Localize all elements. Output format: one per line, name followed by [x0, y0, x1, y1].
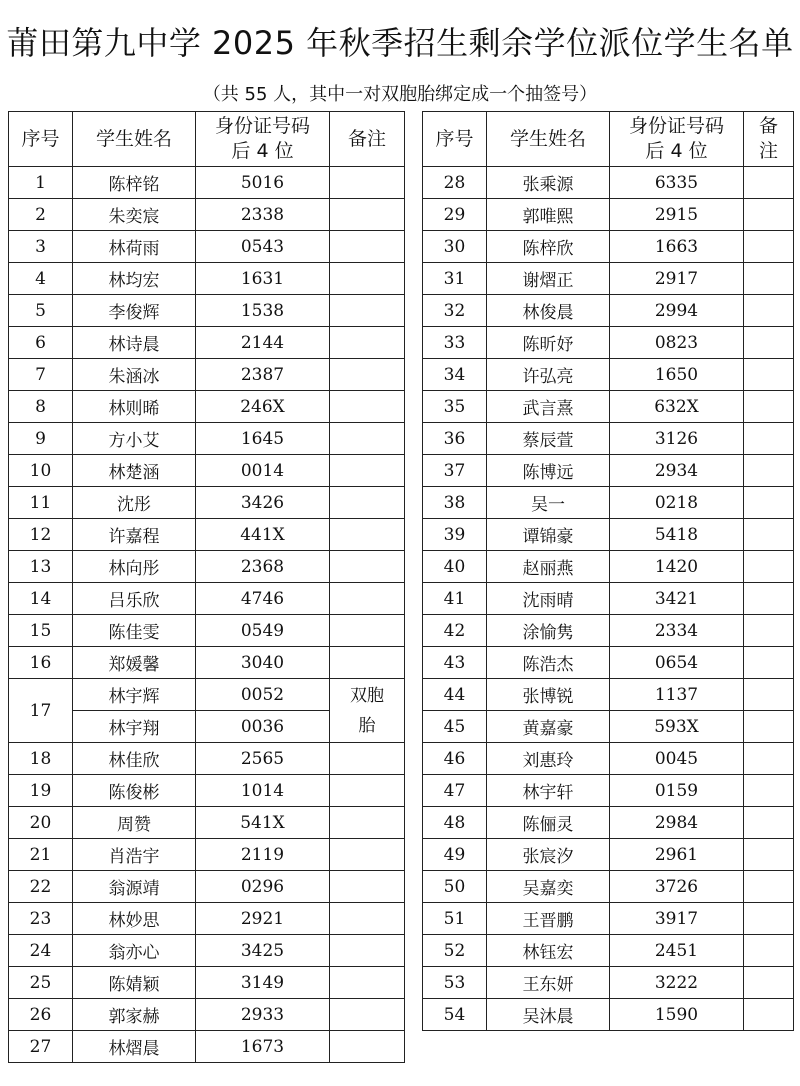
cell-seq: 52 — [423, 935, 487, 967]
cell-student-name: 吕乐欣 — [73, 583, 196, 615]
table-row — [423, 999, 794, 1031]
cell-note — [330, 167, 405, 199]
cell-id-last4: 2338 — [196, 199, 330, 231]
cell-id-last4: 1137 — [610, 679, 744, 711]
table-row — [9, 391, 405, 423]
cell-id-last4: 5418 — [610, 519, 744, 551]
cell-note — [744, 327, 794, 359]
document-title: 莆田第九中学 2025 年秋季招生剩余学位派位学生名单 — [6, 24, 794, 62]
table-row — [423, 679, 794, 711]
cell-student-name: 陈梓铭 — [73, 167, 196, 199]
table-row — [423, 967, 794, 999]
table-row — [9, 455, 405, 487]
table-row — [423, 455, 794, 487]
header-id-last4 — [610, 112, 744, 167]
cell-id-last4: 3149 — [196, 967, 330, 999]
cell-id-last4: 3040 — [196, 647, 330, 679]
cell-seq: 45 — [423, 711, 487, 743]
cell-id-last4: 0654 — [610, 647, 744, 679]
cell-id-last4: 2934 — [610, 455, 744, 487]
cell-note — [330, 615, 405, 647]
table-row — [423, 647, 794, 679]
table-row — [9, 519, 405, 551]
cell-student-name: 周赞 — [73, 807, 196, 839]
cell-seq: 34 — [423, 359, 487, 391]
cell-student-name: 刘惠玲 — [487, 743, 610, 775]
cell-seq: 11 — [9, 487, 73, 519]
cell-student-name: 林楚涵 — [73, 455, 196, 487]
cell-id-last4: 2921 — [196, 903, 330, 935]
cell-seq: 23 — [9, 903, 73, 935]
cell-seq: 41 — [423, 583, 487, 615]
cell-student-name: 许嘉程 — [73, 519, 196, 551]
cell-seq: 6 — [9, 327, 73, 359]
table-row — [423, 775, 794, 807]
cell-seq: 47 — [423, 775, 487, 807]
cell-id-last4: 0052 — [196, 679, 330, 711]
table-row-twins — [9, 679, 405, 711]
cell-id-last4: 1663 — [610, 231, 744, 263]
cell-student-name: 林俊晨 — [487, 295, 610, 327]
cell-student-name: 林宇轩 — [487, 775, 610, 807]
cell-seq: 10 — [9, 455, 73, 487]
table-row — [9, 263, 405, 295]
cell-id-last4: 3426 — [196, 487, 330, 519]
cell-note — [330, 551, 405, 583]
cell-id-last4: 2144 — [196, 327, 330, 359]
cell-seq: 12 — [9, 519, 73, 551]
cell-student-name: 王晋鹏 — [487, 903, 610, 935]
table-row — [423, 391, 794, 423]
table-row — [9, 903, 405, 935]
cell-seq: 26 — [9, 999, 73, 1031]
cell-note — [330, 519, 405, 551]
cell-student-name: 王东妍 — [487, 967, 610, 999]
document-subtitle: （共 55 人，其中一对双胞胎绑定成一个抽签号） — [202, 84, 598, 105]
cell-seq: 40 — [423, 551, 487, 583]
cell-id-last4: 1673 — [196, 1031, 330, 1063]
header-student-name: 学生姓名 — [73, 112, 196, 167]
cell-id-last4: 441X — [196, 519, 330, 551]
cell-id-last4: 0549 — [196, 615, 330, 647]
cell-student-name: 吴沐晨 — [487, 999, 610, 1031]
cell-student-name: 郑媛馨 — [73, 647, 196, 679]
cell-note — [744, 487, 794, 519]
cell-seq: 5 — [9, 295, 73, 327]
cell-student-name: 沈雨晴 — [487, 583, 610, 615]
cell-student-name: 林妙思 — [73, 903, 196, 935]
cell-seq: 28 — [423, 167, 487, 199]
cell-id-last4: 2451 — [610, 935, 744, 967]
cell-student-name: 吴一 — [487, 487, 610, 519]
cell-student-name: 陈博远 — [487, 455, 610, 487]
cell-seq: 9 — [9, 423, 73, 455]
cell-id-last4: 1420 — [610, 551, 744, 583]
cell-note — [330, 1031, 405, 1063]
cell-seq: 3 — [9, 231, 73, 263]
table-row — [9, 359, 405, 391]
cell-student-name: 李俊辉 — [73, 295, 196, 327]
header-note-line1: 备 — [758, 115, 778, 137]
table-row — [9, 615, 405, 647]
table-row — [423, 295, 794, 327]
cell-seq: 51 — [423, 903, 487, 935]
cell-id-last4: 2334 — [610, 615, 744, 647]
table-row — [9, 743, 405, 775]
table-row — [423, 807, 794, 839]
cell-student-name: 张宸汐 — [487, 839, 610, 871]
cell-seq: 15 — [9, 615, 73, 647]
cell-seq: 35 — [423, 391, 487, 423]
cell-student-name: 林宇翔 — [73, 711, 196, 743]
cell-note — [744, 903, 794, 935]
header-student-name: 学生姓名 — [487, 112, 610, 167]
cell-seq: 19 — [9, 775, 73, 807]
cell-seq: 24 — [9, 935, 73, 967]
cell-id-last4: 2994 — [610, 295, 744, 327]
cell-note — [330, 423, 405, 455]
header-note-line2: 注 — [758, 140, 778, 162]
cell-note — [330, 839, 405, 871]
cell-student-name: 郭唯熙 — [487, 199, 610, 231]
cell-student-name: 林诗晨 — [73, 327, 196, 359]
cell-note — [744, 999, 794, 1031]
cell-note — [330, 999, 405, 1031]
cell-note — [330, 487, 405, 519]
cell-student-name: 谭锦豪 — [487, 519, 610, 551]
table-row — [9, 1031, 405, 1063]
cell-seq: 42 — [423, 615, 487, 647]
table-row — [9, 231, 405, 263]
table-row — [9, 839, 405, 871]
cell-note — [330, 199, 405, 231]
cell-note — [744, 263, 794, 295]
table-row — [9, 647, 405, 679]
table-row — [423, 231, 794, 263]
cell-student-name: 林荷雨 — [73, 231, 196, 263]
table-row — [423, 711, 794, 743]
header-seq: 序号 — [423, 112, 487, 167]
cell-note — [330, 295, 405, 327]
cell-student-name: 陈佳雯 — [73, 615, 196, 647]
cell-student-name: 陈梓欣 — [487, 231, 610, 263]
table-row — [423, 199, 794, 231]
cell-id-last4: 4746 — [196, 583, 330, 615]
cell-student-name: 翁亦心 — [73, 935, 196, 967]
cell-student-name: 吴嘉奕 — [487, 871, 610, 903]
cell-seq: 17 — [9, 679, 73, 743]
cell-id-last4: 3222 — [610, 967, 744, 999]
header-note: 备注 — [330, 112, 405, 167]
cell-seq: 1 — [9, 167, 73, 199]
cell-seq: 36 — [423, 423, 487, 455]
cell-note — [744, 551, 794, 583]
cell-id-last4: 0218 — [610, 487, 744, 519]
cell-student-name: 蔡辰萱 — [487, 423, 610, 455]
cell-id-last4: 6335 — [610, 167, 744, 199]
table-row — [423, 583, 794, 615]
cell-student-name: 陈俪灵 — [487, 807, 610, 839]
table-row — [423, 263, 794, 295]
cell-id-last4: 0159 — [610, 775, 744, 807]
cell-note — [330, 455, 405, 487]
cell-id-last4: 2915 — [610, 199, 744, 231]
table-row — [9, 551, 405, 583]
cell-id-last4: 2933 — [196, 999, 330, 1031]
cell-seq: 39 — [423, 519, 487, 551]
cell-id-last4: 3917 — [610, 903, 744, 935]
cell-id-last4: 0036 — [196, 711, 330, 743]
cell-seq: 8 — [9, 391, 73, 423]
cell-note — [744, 775, 794, 807]
cell-student-name: 翁源靖 — [73, 871, 196, 903]
cell-note — [330, 775, 405, 807]
cell-note — [330, 903, 405, 935]
cell-note — [330, 359, 405, 391]
cell-seq: 27 — [9, 1031, 73, 1063]
cell-id-last4: 541X — [196, 807, 330, 839]
cell-note — [330, 743, 405, 775]
cell-note — [744, 615, 794, 647]
cell-seq: 30 — [423, 231, 487, 263]
table-row — [9, 935, 405, 967]
cell-note — [744, 583, 794, 615]
cell-seq: 53 — [423, 967, 487, 999]
cell-id-last4: 2984 — [610, 807, 744, 839]
cell-student-name: 许弘亮 — [487, 359, 610, 391]
cell-seq: 18 — [9, 743, 73, 775]
cell-student-name: 林则晞 — [73, 391, 196, 423]
table-row — [9, 167, 405, 199]
cell-id-last4: 5016 — [196, 167, 330, 199]
header-note — [744, 112, 794, 167]
cell-id-last4: 3421 — [610, 583, 744, 615]
cell-student-name: 陈昕妤 — [487, 327, 610, 359]
cell-seq: 46 — [423, 743, 487, 775]
table-row — [9, 199, 405, 231]
cell-id-last4: 0543 — [196, 231, 330, 263]
header-id-last4 — [196, 112, 330, 167]
cell-id-last4: 3425 — [196, 935, 330, 967]
table-row — [423, 519, 794, 551]
cell-seq: 20 — [9, 807, 73, 839]
cell-note — [744, 871, 794, 903]
cell-note — [744, 167, 794, 199]
cell-id-last4: 2565 — [196, 743, 330, 775]
cell-seq: 2 — [9, 199, 73, 231]
cell-id-last4: 1590 — [610, 999, 744, 1031]
cell-note — [744, 647, 794, 679]
table-header-row — [9, 112, 405, 167]
cell-note — [744, 199, 794, 231]
cell-id-last4: 2387 — [196, 359, 330, 391]
cell-student-name: 陈俊彬 — [73, 775, 196, 807]
cell-note — [330, 263, 405, 295]
cell-id-last4: 1650 — [610, 359, 744, 391]
cell-seq: 54 — [423, 999, 487, 1031]
cell-seq: 7 — [9, 359, 73, 391]
cell-id-last4: 3126 — [610, 423, 744, 455]
cell-seq: 22 — [9, 871, 73, 903]
cell-student-name: 郭家赫 — [73, 999, 196, 1031]
cell-student-name: 涂愉隽 — [487, 615, 610, 647]
cell-seq: 38 — [423, 487, 487, 519]
cell-student-name: 肖浩宇 — [73, 839, 196, 871]
table-row — [9, 999, 405, 1031]
cell-id-last4: 1014 — [196, 775, 330, 807]
cell-seq: 13 — [9, 551, 73, 583]
cell-note — [744, 967, 794, 999]
cell-seq: 49 — [423, 839, 487, 871]
cell-note — [330, 647, 405, 679]
cell-note — [330, 871, 405, 903]
table-row — [9, 423, 405, 455]
table-row — [9, 775, 405, 807]
cell-id-last4: 2917 — [610, 263, 744, 295]
header-seq: 序号 — [9, 112, 73, 167]
cell-student-name: 林均宏 — [73, 263, 196, 295]
cell-note — [744, 231, 794, 263]
cell-seq: 33 — [423, 327, 487, 359]
cell-id-last4: 3726 — [610, 871, 744, 903]
table-row — [9, 487, 405, 519]
table-row — [423, 615, 794, 647]
cell-id-last4: 2368 — [196, 551, 330, 583]
table-row — [423, 359, 794, 391]
cell-seq: 14 — [9, 583, 73, 615]
cell-note — [330, 807, 405, 839]
table-row — [423, 487, 794, 519]
cell-id-last4: 593X — [610, 711, 744, 743]
cell-id-last4: 1645 — [196, 423, 330, 455]
cell-seq: 31 — [423, 263, 487, 295]
cell-note-twins: 双胞胎 — [330, 679, 405, 743]
cell-note — [744, 519, 794, 551]
cell-id-last4: 632X — [610, 391, 744, 423]
cell-id-last4: 1631 — [196, 263, 330, 295]
cell-note — [744, 423, 794, 455]
cell-seq: 48 — [423, 807, 487, 839]
cell-note — [330, 391, 405, 423]
cell-note — [744, 391, 794, 423]
cell-note — [744, 359, 794, 391]
cell-student-name: 林熠晨 — [73, 1031, 196, 1063]
table-row — [423, 423, 794, 455]
cell-note — [744, 807, 794, 839]
cell-student-name: 林向彤 — [73, 551, 196, 583]
cell-seq: 29 — [423, 199, 487, 231]
cell-student-name: 朱奕宸 — [73, 199, 196, 231]
table-row — [423, 871, 794, 903]
cell-note — [330, 231, 405, 263]
cell-id-last4: 246X — [196, 391, 330, 423]
cell-note — [744, 455, 794, 487]
cell-student-name: 谢熠正 — [487, 263, 610, 295]
table-row — [9, 583, 405, 615]
cell-id-last4: 1538 — [196, 295, 330, 327]
table-row — [423, 551, 794, 583]
cell-id-last4: 0045 — [610, 743, 744, 775]
cell-note — [330, 935, 405, 967]
cell-seq: 21 — [9, 839, 73, 871]
cell-student-name: 陈婧颖 — [73, 967, 196, 999]
table-row — [423, 839, 794, 871]
cell-seq: 32 — [423, 295, 487, 327]
cell-student-name: 方小艾 — [73, 423, 196, 455]
cell-student-name: 黄嘉豪 — [487, 711, 610, 743]
header-id-line1: 身份证号码 — [214, 115, 310, 137]
cell-note — [744, 743, 794, 775]
cell-student-name: 林佳欣 — [73, 743, 196, 775]
cell-id-last4: 0823 — [610, 327, 744, 359]
table-row — [9, 295, 405, 327]
cell-student-name: 林钰宏 — [487, 935, 610, 967]
right-roster-table — [422, 111, 794, 1031]
cell-student-name: 朱涵冰 — [73, 359, 196, 391]
table-row — [9, 967, 405, 999]
table-row — [423, 327, 794, 359]
table-row — [9, 807, 405, 839]
table-header-row — [423, 112, 794, 167]
cell-note — [330, 967, 405, 999]
cell-note — [330, 583, 405, 615]
cell-seq: 16 — [9, 647, 73, 679]
cell-note — [744, 935, 794, 967]
table-row — [423, 903, 794, 935]
header-id-line2: 后 4 位 — [645, 140, 708, 162]
cell-student-name: 张乘源 — [487, 167, 610, 199]
header-id-line1: 身份证号码 — [628, 115, 724, 137]
cell-seq: 50 — [423, 871, 487, 903]
cell-seq: 37 — [423, 455, 487, 487]
cell-seq: 4 — [9, 263, 73, 295]
cell-student-name: 陈浩杰 — [487, 647, 610, 679]
cell-id-last4: 0296 — [196, 871, 330, 903]
cell-seq: 44 — [423, 679, 487, 711]
cell-note — [744, 711, 794, 743]
cell-seq: 25 — [9, 967, 73, 999]
cell-note — [330, 327, 405, 359]
left-roster-table — [8, 111, 405, 1063]
cell-note — [744, 295, 794, 327]
cell-seq: 43 — [423, 647, 487, 679]
cell-student-name: 武言熹 — [487, 391, 610, 423]
table-row — [9, 327, 405, 359]
table-row — [423, 167, 794, 199]
cell-student-name: 林宇辉 — [73, 679, 196, 711]
cell-id-last4: 2119 — [196, 839, 330, 871]
cell-id-last4: 2961 — [610, 839, 744, 871]
header-id-line2: 后 4 位 — [231, 140, 294, 162]
cell-student-name: 沈彤 — [73, 487, 196, 519]
cell-id-last4: 0014 — [196, 455, 330, 487]
cell-note — [744, 679, 794, 711]
cell-student-name: 张博锐 — [487, 679, 610, 711]
table-row — [423, 935, 794, 967]
table-row — [423, 743, 794, 775]
table-row — [9, 871, 405, 903]
cell-student-name: 赵丽燕 — [487, 551, 610, 583]
cell-note — [744, 839, 794, 871]
